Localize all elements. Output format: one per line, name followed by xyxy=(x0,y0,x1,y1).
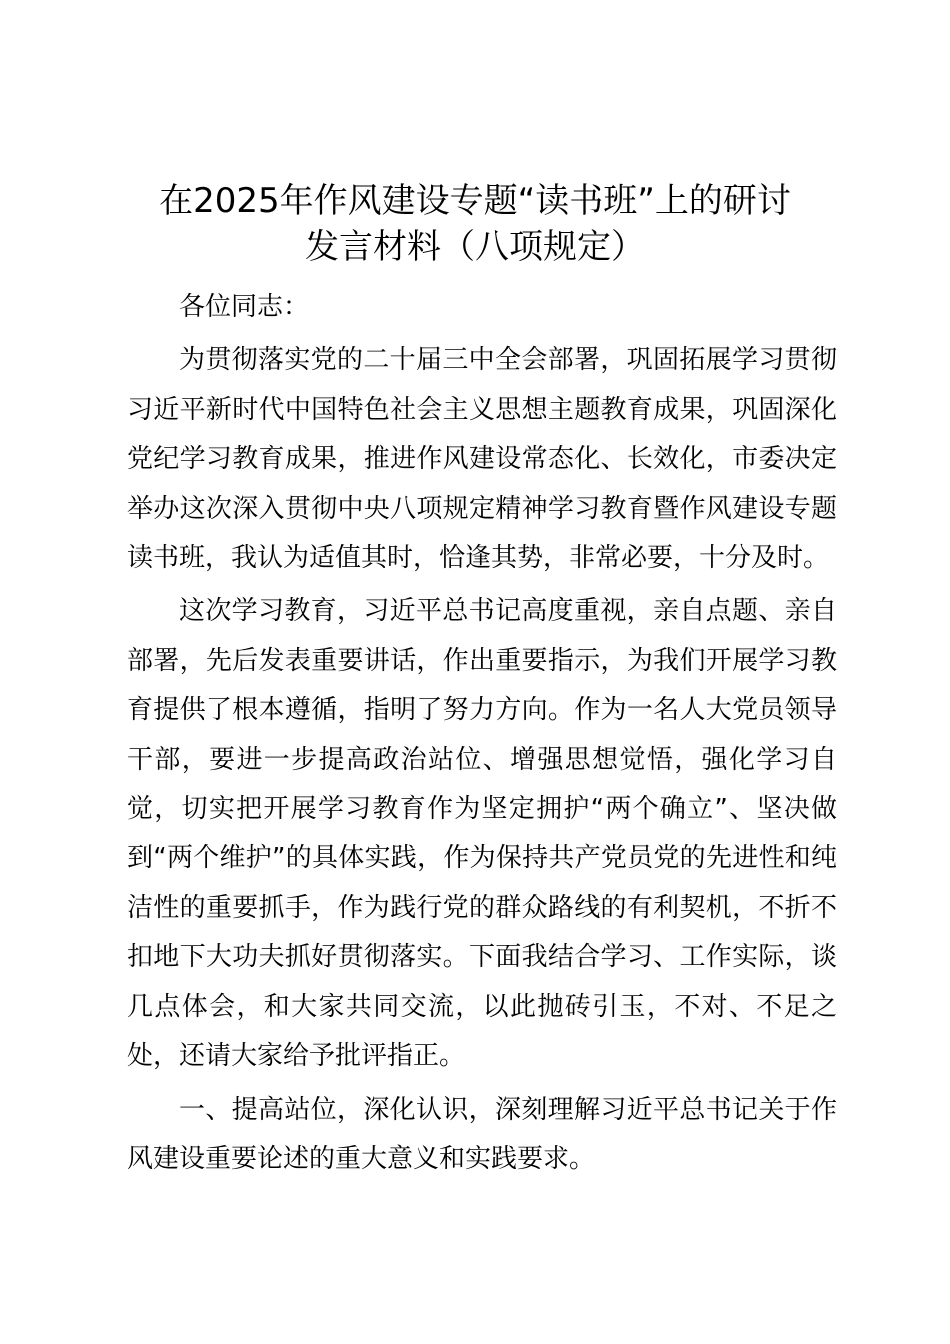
title-line-2: 发言材料（八项规定） xyxy=(305,227,645,267)
title-line-1: 在2025年作风建设专题“读书班”上的研讨 xyxy=(159,181,791,221)
paragraph-learning: 这次学习教育，习近平总书记高度重视，亲自点题、亲自部署，先后发表重要讲话，作出重要指示，为我们开展学习教育提供了根本遵循，指明了努力方向。作为一名人大党员领导干部，要进一步提高政治站位、增强思想觉悟，强化学习自觉，切实把开展学习教育作为坚定拥护“两个确立”、坚决做到“两个维护”的具体实践，作为保持共产党员党的先进性和纯洁性的重要抓手，作为践行党的群众路线的有利契机，不折不扣地下大功夫抓好贯彻落实。下面我结合学习、工作实际，谈几点体会，和大家共同交流，以此抛砖引玉，不对、不足之处，还请大家给予批评指正。 xyxy=(127,596,837,1072)
paragraph-intro: 为贯彻落实党的二十届三中全会部署，巩固拓展学习贯彻习近平新时代中国特色社会主义思想主题教育成果，巩固深化党纪学习教育成果，推进作风建设常态化、长效化，市委决定举办这次深入贯彻中央八项规定精神学习教育暨作风建设专题读书班，我认为适值其时，恰逢其势，非常必要，十分及时。 xyxy=(127,345,837,574)
document-body xyxy=(127,283,837,1184)
section-heading-1: 一、提高站位，深化认识，深刻理解习近平总书记关于作风建设重要论述的重大意义和实践要求。 xyxy=(127,1094,837,1174)
salutation: 各位同志： xyxy=(179,292,310,322)
document-title xyxy=(100,178,850,270)
